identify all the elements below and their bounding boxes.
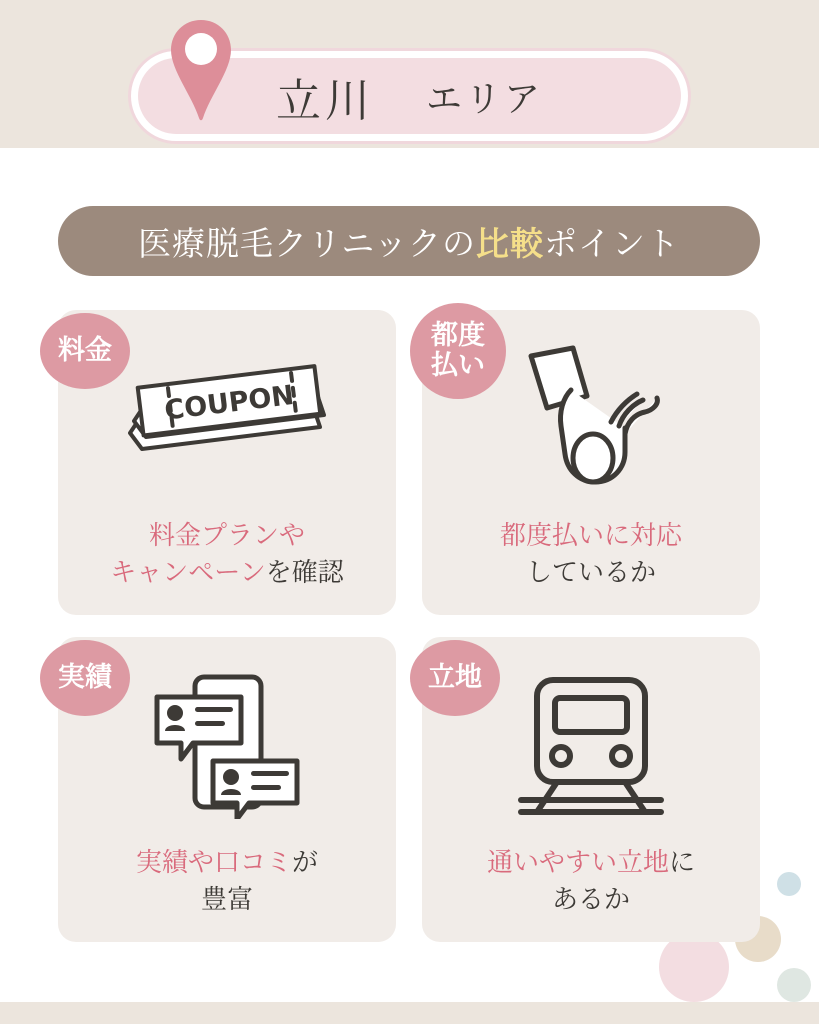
card-badge-price: [40, 313, 130, 389]
area-suffix: エリア: [426, 78, 544, 120]
caption-line1: 都度払いに対応: [499, 520, 682, 551]
badge-label-line1: 都度: [431, 319, 485, 351]
card-badge-location: [410, 640, 500, 716]
card-badge-reviews: [40, 640, 130, 716]
decorative-bubble: [777, 872, 801, 896]
bottom-band: [0, 1002, 819, 1024]
heading-suffix: ポイント: [544, 223, 681, 263]
card-caption: [58, 518, 396, 593]
badge-label: 立地: [428, 661, 482, 693]
comparison-heading-bar: [58, 206, 760, 276]
caption-line2: あるか: [551, 885, 630, 916]
heading-prefix: 医療脱毛クリニックの: [137, 223, 477, 263]
caption-line1: 料金プランや: [148, 520, 305, 551]
badge-label: 実績: [58, 661, 112, 693]
svg-text:COUPON: COUPON: [162, 379, 296, 427]
decorative-bubble: [777, 968, 811, 1002]
card-badge-payperuse: [410, 303, 506, 399]
card-caption: [422, 845, 760, 920]
card-caption: [422, 518, 760, 593]
card-caption: [58, 845, 396, 920]
badge-label-line2: 払い: [431, 350, 485, 381]
caption-line2: 豊富: [200, 885, 253, 916]
decorative-bubble: [659, 932, 729, 1002]
caption-line2-dark: を確認: [265, 558, 344, 589]
caption-line1-pink: 通いやすい立地: [486, 847, 669, 878]
caption-line2: しているか: [525, 558, 656, 589]
caption-line1-pink: 実績や口コミ: [135, 847, 292, 878]
comparison-heading-text: [138, 218, 680, 265]
map-pin-icon: [168, 18, 234, 122]
caption-line2-pink: キャンペーン: [110, 558, 266, 589]
badge-label: 料金: [58, 334, 112, 366]
caption-line1-dark: が: [292, 847, 319, 878]
caption-line1-dark: に: [669, 847, 696, 878]
heading-highlight: 比較: [476, 223, 545, 263]
area-name: 立川: [275, 73, 374, 127]
